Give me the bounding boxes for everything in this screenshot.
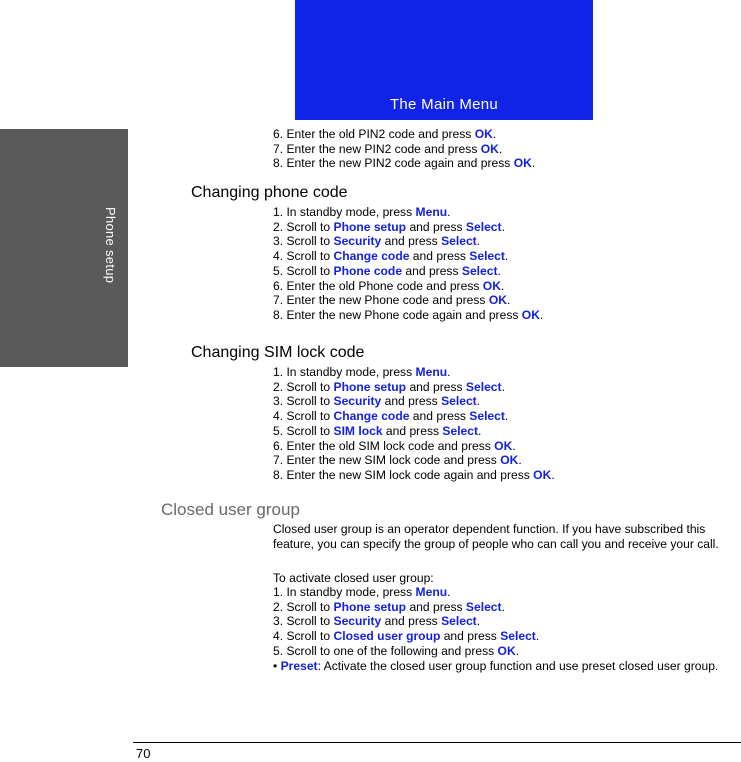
step-key: OK — [500, 453, 519, 468]
step-text: 3. Scroll to — [273, 394, 334, 409]
step-text: . — [551, 467, 555, 482]
step-item — [273, 156, 535, 171]
step-key: OK — [488, 293, 507, 308]
step-text: . — [504, 409, 509, 424]
step-text: 7. Enter the new SIM lock code and press — [273, 453, 501, 468]
step-text: and press — [381, 234, 442, 249]
step-text: . — [506, 293, 511, 308]
step-text: . — [539, 307, 544, 322]
step-item — [273, 249, 543, 264]
step-key: OK — [494, 438, 513, 453]
step-key: Security — [333, 234, 382, 249]
step-text: and press — [402, 263, 462, 278]
step-key: Select — [465, 379, 502, 394]
step-item — [273, 234, 543, 249]
closed-user-group-steps — [273, 585, 539, 659]
step-text: 8. Enter the new SIM lock code again and press — [273, 467, 534, 482]
step-key: Select — [469, 249, 505, 264]
step-key: OK — [497, 643, 516, 658]
step-text: 8. Enter the new Phone code again and press — [273, 307, 522, 322]
step-text: 2. Scroll to — [273, 219, 334, 234]
step-text: . — [498, 141, 503, 156]
step-text: and press — [381, 394, 442, 409]
step-text: and press — [440, 629, 501, 644]
step-item — [273, 380, 555, 395]
step-key: Select — [461, 263, 498, 278]
step-text: . — [500, 278, 505, 293]
step-item — [273, 365, 555, 380]
step-item — [273, 264, 543, 279]
step-item — [273, 424, 555, 439]
step-item — [273, 142, 535, 157]
step-text: . — [476, 614, 481, 629]
step-text: and press — [409, 409, 470, 424]
step-text: . — [492, 127, 497, 141]
step-item — [273, 629, 539, 644]
step-text: 3. Scroll to — [273, 234, 334, 249]
step-text: . — [501, 599, 505, 614]
step-text: . — [535, 629, 540, 644]
step-item — [273, 279, 543, 294]
step-text: and press — [409, 249, 470, 264]
step-key: Phone setup — [333, 379, 407, 394]
step-key: Select — [465, 599, 502, 614]
activate-label: To activate closed user group: — [273, 571, 434, 585]
footer-rule — [133, 742, 741, 743]
step-text: 5. Scroll to — [273, 423, 334, 438]
step-text: 3. Scroll to — [273, 614, 334, 629]
closed-user-group-heading: Closed user group — [161, 500, 300, 519]
step-text: . — [512, 438, 516, 453]
step-text: 1. In standby mode, press — [273, 205, 416, 219]
step-item — [273, 468, 555, 483]
step-text: . — [518, 453, 522, 468]
step-item — [273, 308, 543, 323]
closed-user-group-intro: Closed user group is an operator dependent function. If you have subscribed this feature, you can specify the group of people who can call you and receive your call. — [273, 522, 719, 551]
step-item — [273, 453, 555, 468]
step-key: Phone code — [333, 263, 403, 278]
step-key: Menu — [415, 205, 448, 219]
step-item — [273, 205, 543, 220]
step-key: OK — [533, 467, 552, 482]
step-text: 6. Enter the old PIN2 code and press — [273, 127, 475, 141]
preset-term: Preset — [280, 659, 318, 673]
main-menu-banner — [295, 0, 593, 120]
step-text: . — [504, 249, 509, 264]
step-text: 1. In standby mode, press — [273, 365, 416, 379]
step-text: . — [497, 263, 501, 278]
step-text: 4. Scroll to — [273, 629, 334, 644]
step-text: and press — [382, 423, 443, 438]
step-text: 4. Scroll to — [273, 409, 334, 424]
step-key: Phone setup — [333, 219, 407, 234]
step-key: Select — [465, 219, 502, 234]
step-item — [273, 600, 539, 615]
step-text: . — [501, 219, 505, 234]
step-key: OK — [513, 156, 532, 171]
step-text: . — [476, 234, 481, 249]
step-text: 5. Scroll to one of the following and press — [273, 643, 498, 658]
step-item — [273, 614, 539, 629]
step-text: . — [515, 643, 520, 658]
step-text: 1. In standby mode, press — [273, 585, 416, 599]
step-text: . — [478, 423, 482, 438]
step-key: OK — [480, 141, 499, 156]
step-key: Select — [441, 234, 477, 249]
step-item — [273, 644, 539, 659]
step-item — [273, 409, 555, 424]
step-key: Closed user group — [333, 629, 441, 644]
step-key: Select — [441, 394, 477, 409]
step-text: 7. Enter the new Phone code and press — [273, 293, 489, 308]
preset-text: : Activate the closed user group function and use preset closed user group. — [317, 659, 719, 673]
step-item — [273, 394, 555, 409]
step-text: . — [501, 379, 505, 394]
step-item — [273, 439, 555, 454]
step-key: Security — [333, 394, 382, 409]
step-text: 7. Enter the new PIN2 code and press — [273, 141, 481, 156]
step-text: 2. Scroll to — [273, 379, 334, 394]
bullet-marker: • — [273, 659, 278, 673]
side-tab-label: Phone setup — [103, 207, 118, 284]
phone-code-heading: Changing phone code — [191, 184, 348, 201]
step-text: and press — [381, 614, 442, 629]
phone-code-steps — [273, 205, 543, 323]
step-text: . — [476, 394, 481, 409]
step-key: Change code — [333, 249, 410, 264]
step-key: Select — [442, 423, 479, 438]
step-text: 4. Scroll to — [273, 249, 334, 264]
step-key: Menu — [415, 365, 448, 379]
step-key: Select — [469, 409, 505, 424]
step-key: OK — [521, 307, 540, 322]
step-key: OK — [474, 127, 493, 141]
step-text: and press — [406, 219, 466, 234]
pin2-steps — [273, 127, 535, 171]
step-item — [273, 293, 543, 308]
step-key: Change code — [333, 409, 410, 424]
step-key: OK — [482, 278, 501, 293]
step-item — [273, 585, 539, 600]
banner-title: The Main Menu — [389, 96, 499, 113]
step-item — [273, 127, 535, 142]
preset-bullet — [273, 659, 739, 674]
step-text: and press — [406, 379, 466, 394]
step-key: Select — [500, 629, 536, 644]
step-text: . — [447, 205, 451, 219]
step-text: . — [447, 365, 451, 379]
step-key: SIM lock — [333, 423, 383, 438]
sim-lock-steps — [273, 365, 555, 483]
page-number: 70 — [136, 746, 151, 761]
step-key: Menu — [415, 585, 448, 599]
step-text: 2. Scroll to — [273, 599, 334, 614]
step-key: Phone setup — [333, 599, 407, 614]
step-text: and press — [406, 599, 466, 614]
sim-lock-heading: Changing SIM lock code — [191, 344, 365, 361]
step-text: 6. Enter the old SIM lock code and press — [273, 438, 495, 453]
step-text: 8. Enter the new PIN2 code again and press — [273, 156, 514, 171]
step-key: Security — [333, 614, 382, 629]
step-item — [273, 220, 543, 235]
step-text: 5. Scroll to — [273, 263, 334, 278]
step-text: 6. Enter the old Phone code and press — [273, 278, 483, 293]
step-text: . — [447, 585, 451, 599]
step-key: Select — [441, 614, 477, 629]
step-text: . — [531, 156, 536, 171]
